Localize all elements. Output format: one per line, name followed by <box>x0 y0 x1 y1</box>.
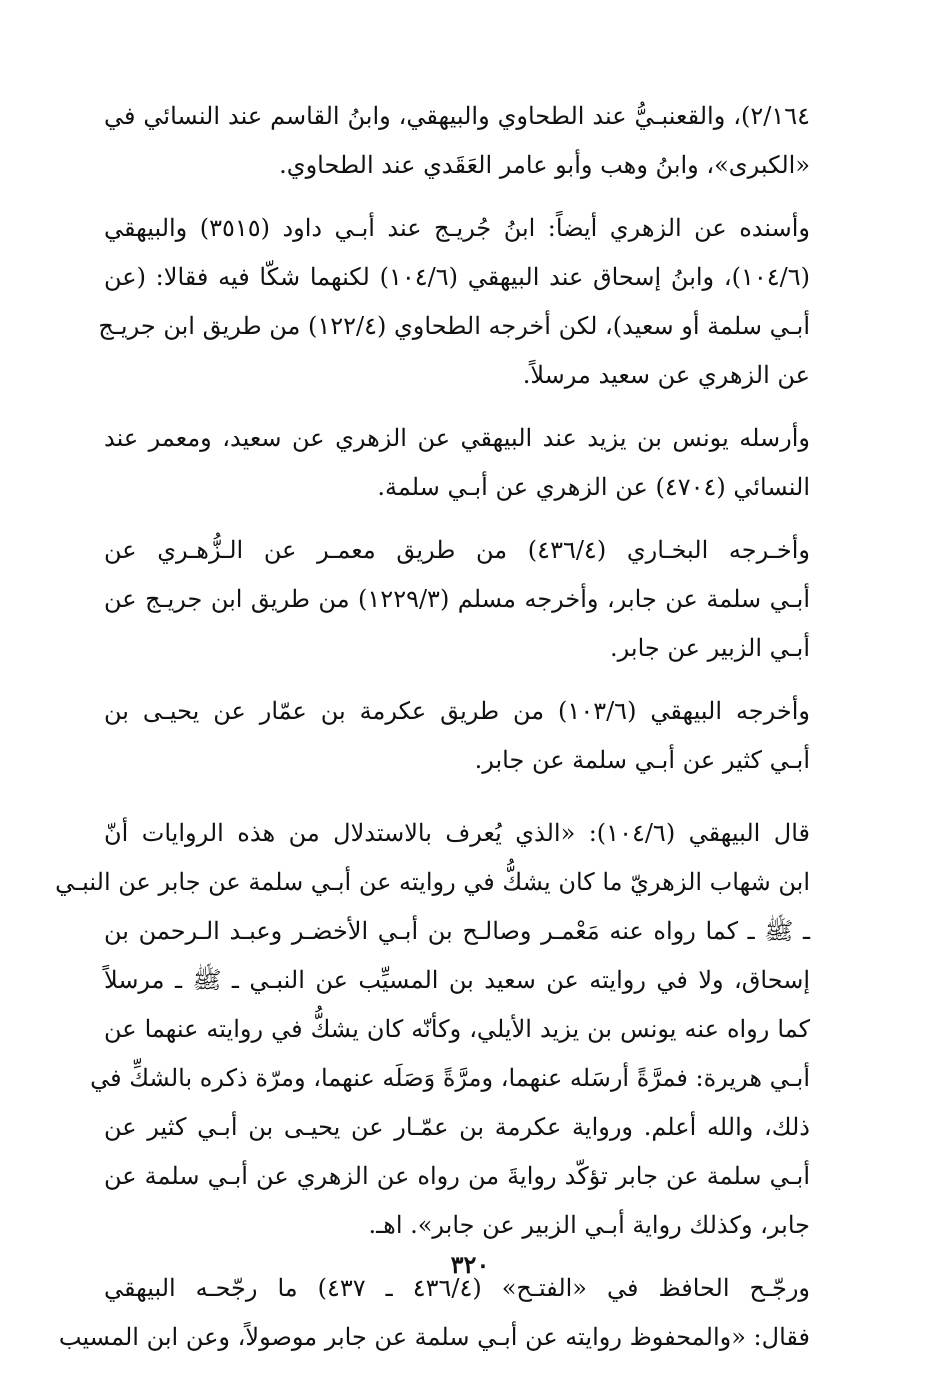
text-line: أبـي سلمة أو سعيد)، لكن أخرجه الطحاوي (١٢٢/٤) من طريق ابن جريـج <box>98 312 810 340</box>
text-line: (١٠٤/٦)، وابنُ إسحاق عند البيهقي (١٠٤/٦) لكنهما شكّا فيه فقالا: (عن <box>104 263 810 291</box>
text-line: جابر، وكذلك رواية أبـي الزبير عن جابر». اهـ. <box>368 1211 810 1239</box>
text-line: أبـي كثير عن أبـي سلمة عن جابر. <box>474 746 810 774</box>
text-line: أبـي الزبير عن جابر. <box>610 634 810 662</box>
paragraph <box>104 414 810 512</box>
page-body <box>55 92 811 1376</box>
text-line: ٢/١٦٤)، والقعنبـيُّ عند الطحاوي والبيهقي، وابنُ القاسم عند النسائي في <box>104 102 810 130</box>
text-line: عن الزهري عن سعيد مرسلاً. <box>522 361 810 389</box>
text-line: أبـي سلمة عن جابر تؤكّد روايةَ من رواه عن الزهري عن أبـي سلمة عن <box>104 1162 810 1190</box>
text-line: ذلك، والله أعلم. ورواية عكرمة بن عمّـار عن يحيـى بن أبـي كثير عن <box>104 1113 810 1141</box>
paragraph <box>104 526 810 673</box>
text-line: أبـي سلمة عن جابر، وأخرجه مسلم (١٢٢٩/٣) من طريق ابن جريـج عن <box>104 585 810 613</box>
text-line: «الكبرى»، وابنُ وهب وأبو عامر العَقَدي عند الطحاوي. <box>279 151 810 179</box>
text-line: قال البيهقي (١٠٤/٦): «الذي يُعرف بالاستدلال من هذه الروايات أنّ <box>104 819 811 847</box>
text-line: ابن شهاب الزهريّ ما كان يشكُّ في روايته عن أبـي سلمة عن جابر عن النبـي <box>55 868 810 896</box>
paragraph <box>104 687 810 785</box>
text-line: النسائي (٤٧٠٤) عن الزهري عن أبـي سلمة. <box>377 473 810 501</box>
text-line: وأرسله يونس بن يزيد عند البيهقي عن الزهري عن سعيد، ومعمر عند <box>104 424 810 452</box>
paragraph <box>104 92 810 190</box>
paragraph <box>98 204 810 400</box>
text-line: إسحاق، ولا في روايته عن سعيد بن المسيِّب عن النبـي ـ ﷺ ـ مرسلاً <box>104 966 811 994</box>
page-number: ٣٢٠ <box>450 1250 490 1279</box>
text-line: وأخـرجه البخـاري (٤٣٦/٤) من طريق معمـر عن الـزُّهـري عن <box>104 536 810 564</box>
text-line: وأسنده عن الزهري أيضاً: ابنُ جُريـج عند أبـي داود (٣٥١٥) والبيهقي <box>104 214 810 242</box>
text-line: أبـي هريرة: فمرَّةً أرسَله عنهما، ومرَّةً وَصَلَه عنهما، ومرّة ذكره بالشكِّ في <box>90 1064 810 1092</box>
text-line: فقال: «والمحفوظ روايته عن أبـي سلمة عن جابر موصولاً، وعن ابن المسيب <box>58 1323 810 1351</box>
text-line: ورجّـح الحافظ في «الفتـح» (٤٣٦/٤ ـ ٤٣٧) ما رجّحـه البيهقي <box>104 1274 811 1302</box>
paragraph <box>55 809 811 1250</box>
text-line: وأخرجه البيهقي (١٠٣/٦) من طريق عكرمة بن عمّار عن يحيـى بن <box>104 697 810 725</box>
text-line: ـ ﷺ ـ كما رواه عنه مَعْمـر وصالـح بن أبـي الأخضـر وعبـد الـرحمن بن <box>104 917 810 945</box>
text-line: كما رواه عنه يونس بن يزيد الأيلي، وكأنّه كان يشكُّ في روايته عنهما عن <box>104 1015 810 1043</box>
